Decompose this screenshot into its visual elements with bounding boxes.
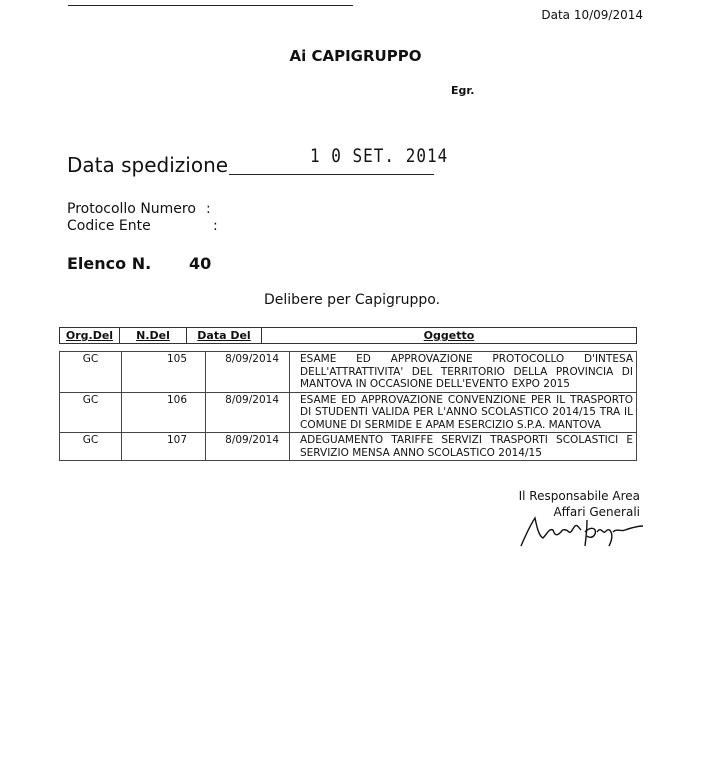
column-header-subject: Oggetto bbox=[262, 328, 637, 344]
cell-num: 107 bbox=[122, 433, 206, 461]
salutation: Egr. bbox=[451, 84, 475, 97]
table-row bbox=[60, 433, 637, 461]
list-label: Elenco N. bbox=[67, 254, 152, 273]
column-header-org: Org.Del bbox=[60, 328, 120, 344]
cell-date: 8/09/2014 bbox=[206, 352, 290, 393]
cell-subject: ADEGUAMENTO TARIFFE SERVIZI TRASPORTI SCOLASTICI E SERVIZIO MENSA ANNO SCOLASTICO 2014/15 bbox=[290, 433, 637, 461]
entity-code-colon: : bbox=[213, 218, 218, 234]
list-number: 40 bbox=[189, 254, 212, 273]
document-title bbox=[0, 47, 715, 65]
cell-date: 8/09/2014 bbox=[206, 392, 290, 433]
handwritten-signature bbox=[517, 506, 645, 550]
top-rule bbox=[68, 5, 353, 6]
protocol-number-colon: : bbox=[206, 201, 211, 217]
shipping-date-underline bbox=[229, 174, 434, 175]
cell-num: 106 bbox=[122, 392, 206, 433]
cell-org: GC bbox=[60, 352, 122, 393]
cell-date: 8/09/2014 bbox=[206, 433, 290, 461]
cell-org: GC bbox=[60, 392, 122, 433]
cell-org: GC bbox=[60, 433, 122, 461]
title-text: Ai CAPIGRUPPO bbox=[289, 47, 422, 65]
cell-num: 105 bbox=[122, 352, 206, 393]
protocol-number-row bbox=[67, 201, 211, 218]
cell-subject: ESAME ED APPROVAZIONE CONVENZIONE PER IL TRASPORTO DI STUDENTI VALIDA PER L'ANNO SCOLASTICO 2014/15 TRA IL COMUNE DI SERMIDE E APAM ESERCIZIO S.P.A. MANTOVA bbox=[290, 392, 637, 433]
table-row bbox=[60, 392, 637, 433]
entity-code-label: Codice Ente bbox=[67, 218, 151, 234]
shipping-date-stamp: 1 0 SET. 2014 bbox=[310, 144, 449, 167]
resolutions-table bbox=[59, 351, 637, 461]
shipping-date-label: Data spedizione bbox=[67, 153, 229, 177]
entity-code-row bbox=[67, 218, 218, 235]
document-date: Data 10/09/2014 bbox=[541, 8, 643, 22]
table-header bbox=[59, 327, 637, 344]
column-header-num: N.Del bbox=[120, 328, 187, 344]
document-subtitle: Delibere per Capigruppo. bbox=[264, 292, 441, 308]
signatory-department: Affari Generali bbox=[553, 505, 640, 519]
column-header-date: Data Del bbox=[187, 328, 262, 344]
protocol-number-label: Protocollo Numero bbox=[67, 201, 196, 217]
signatory-role: Il Responsabile Area bbox=[518, 489, 640, 503]
table-row bbox=[60, 352, 637, 393]
cell-subject: ESAME ED APPROVAZIONE PROTOCOLLO D'INTESA DELL'ATTRATTIVITA' DEL TERRITORIO DELLA PROVINCIA DI MANTOVA IN OCCASIONE DELL'EVENTO EXPO 2015 bbox=[290, 352, 637, 393]
